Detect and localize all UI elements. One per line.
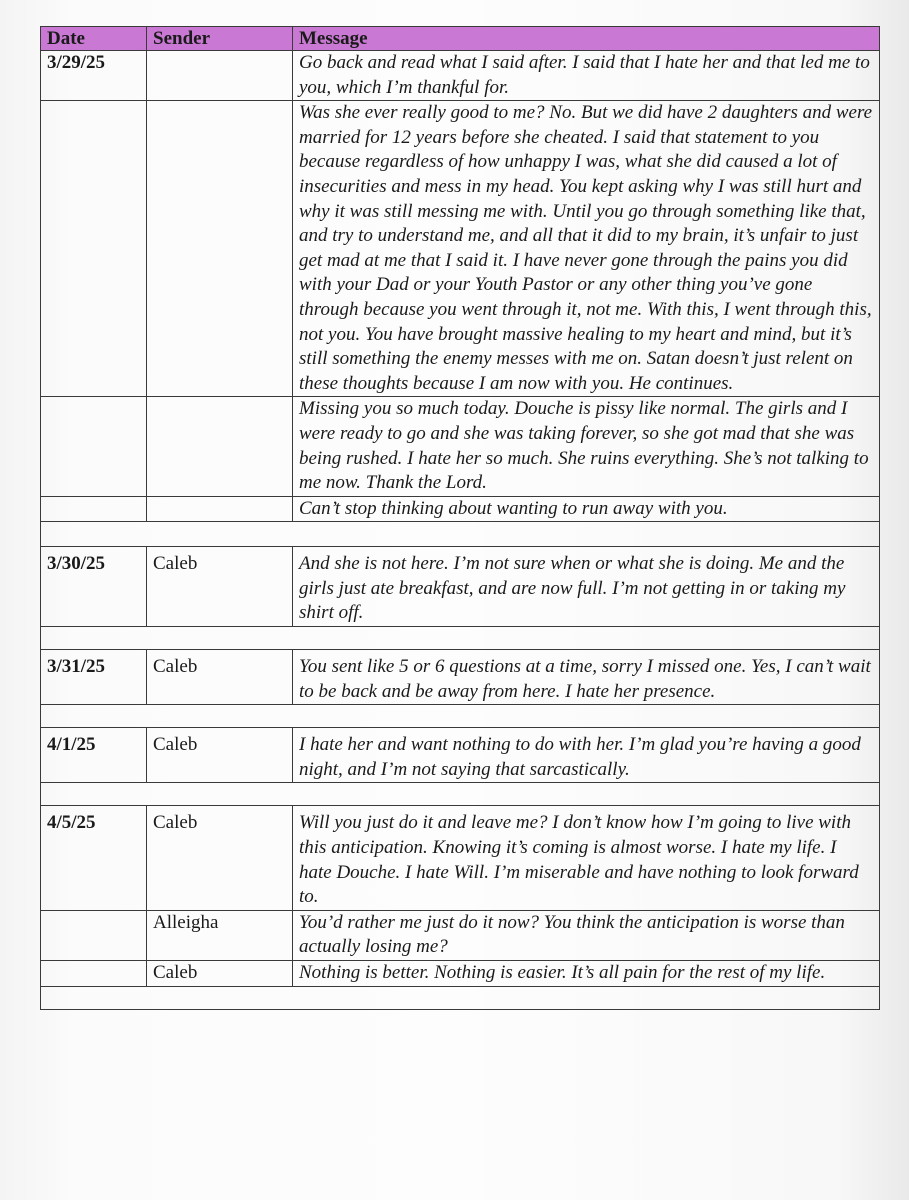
row-sender [147,51,293,101]
row-date [41,397,147,496]
table-row [41,961,880,987]
table-row [41,910,880,960]
separator-row [41,522,880,547]
separator-cell [41,627,880,650]
row-date [41,961,147,987]
row-message: You sent like 5 or 6 questions at a time, sorry I missed one. Yes, I can’t wait to be back and be away from here. I hate her presence. [293,650,880,705]
separator-row [41,986,880,1009]
table-header-row [41,27,880,51]
row-sender: Caleb [147,650,293,705]
table-row [41,728,880,783]
row-sender: Alleigha [147,910,293,960]
separator-cell [41,986,880,1009]
row-message: Go back and read what I said after. I said that I hate her and that led me to you, which I’m thankful for. [293,51,880,101]
separator-row [41,783,880,806]
row-sender [147,496,293,522]
row-message: Can’t stop thinking about wanting to run away with you. [293,496,880,522]
row-message: Nothing is better. Nothing is easier. It’s all pain for the rest of my life. [293,961,880,987]
row-message: Was she ever really good to me? No. But we did have 2 daughters and were married for 12 years before she cheated. I said that statement to you because regardless of how unhappy I was, what she did caused a lot of insecurities and mess in my head. You kept asking why I was still hurt and why it was still messing me with. Until you go through something like that, and try to understand me, and all that it did to my brain, it’s unfair to just get mad at me that I said it. I have never gone through the pains you did with your Dad or your Youth Pastor or any other thing you’ve gone through because you went through it, not me. With this, I went through this, not you. You have brought massive healing to my heart and mind, but it’s still something the enemy messes with me on. Satan doesn’t just relent on these thoughts because I am now with you. He continues. [293,101,880,397]
table-row [41,547,880,627]
row-date [41,101,147,397]
separator-cell [41,783,880,806]
separator-cell [41,522,880,547]
row-date: 3/29/25 [41,51,147,101]
table-row [41,806,880,910]
row-message: I hate her and want nothing to do with her. I’m glad you’re having a good night, and I’m not saying that sarcastically. [293,728,880,783]
row-date: 3/31/25 [41,650,147,705]
row-message: Will you just do it and leave me? I don’t know how I’m going to live with this anticipation. Knowing it’s coming is almost worse. I hate my life. I hate Douche. I hate Will. I’m miserable and have nothing to look forward to. [293,806,880,910]
row-message: And she is not here. I’m not sure when or what she is doing. Me and the girls just ate breakfast, and are now full. I’m not getting in or taking my shirt off. [293,547,880,627]
table-row [41,397,880,496]
separator-cell [41,705,880,728]
separator-row [41,627,880,650]
table-row [41,51,880,101]
row-sender: Caleb [147,547,293,627]
row-date: 4/5/25 [41,806,147,910]
table-row [41,496,880,522]
row-message: Missing you so much today. Douche is pissy like normal. The girls and I were ready to go and she was taking forever, so she got mad that she was being rushed. I hate her so much. She ruins everything. She’s not talking to me now. Thank the Lord. [293,397,880,496]
column-header-date: Date [41,27,147,51]
table-row [41,101,880,397]
row-sender: Caleb [147,728,293,783]
separator-row [41,705,880,728]
row-message: You’d rather me just do it now? You think the anticipation is worse than actually losing me? [293,910,880,960]
row-sender [147,397,293,496]
row-date: 3/30/25 [41,547,147,627]
row-date [41,910,147,960]
column-header-sender: Sender [147,27,293,51]
table-row [41,650,880,705]
row-date: 4/1/25 [41,728,147,783]
row-sender: Caleb [147,806,293,910]
column-header-message: Message [293,27,880,51]
row-date [41,496,147,522]
row-sender: Caleb [147,961,293,987]
message-log-table [40,26,880,1010]
row-sender [147,101,293,397]
